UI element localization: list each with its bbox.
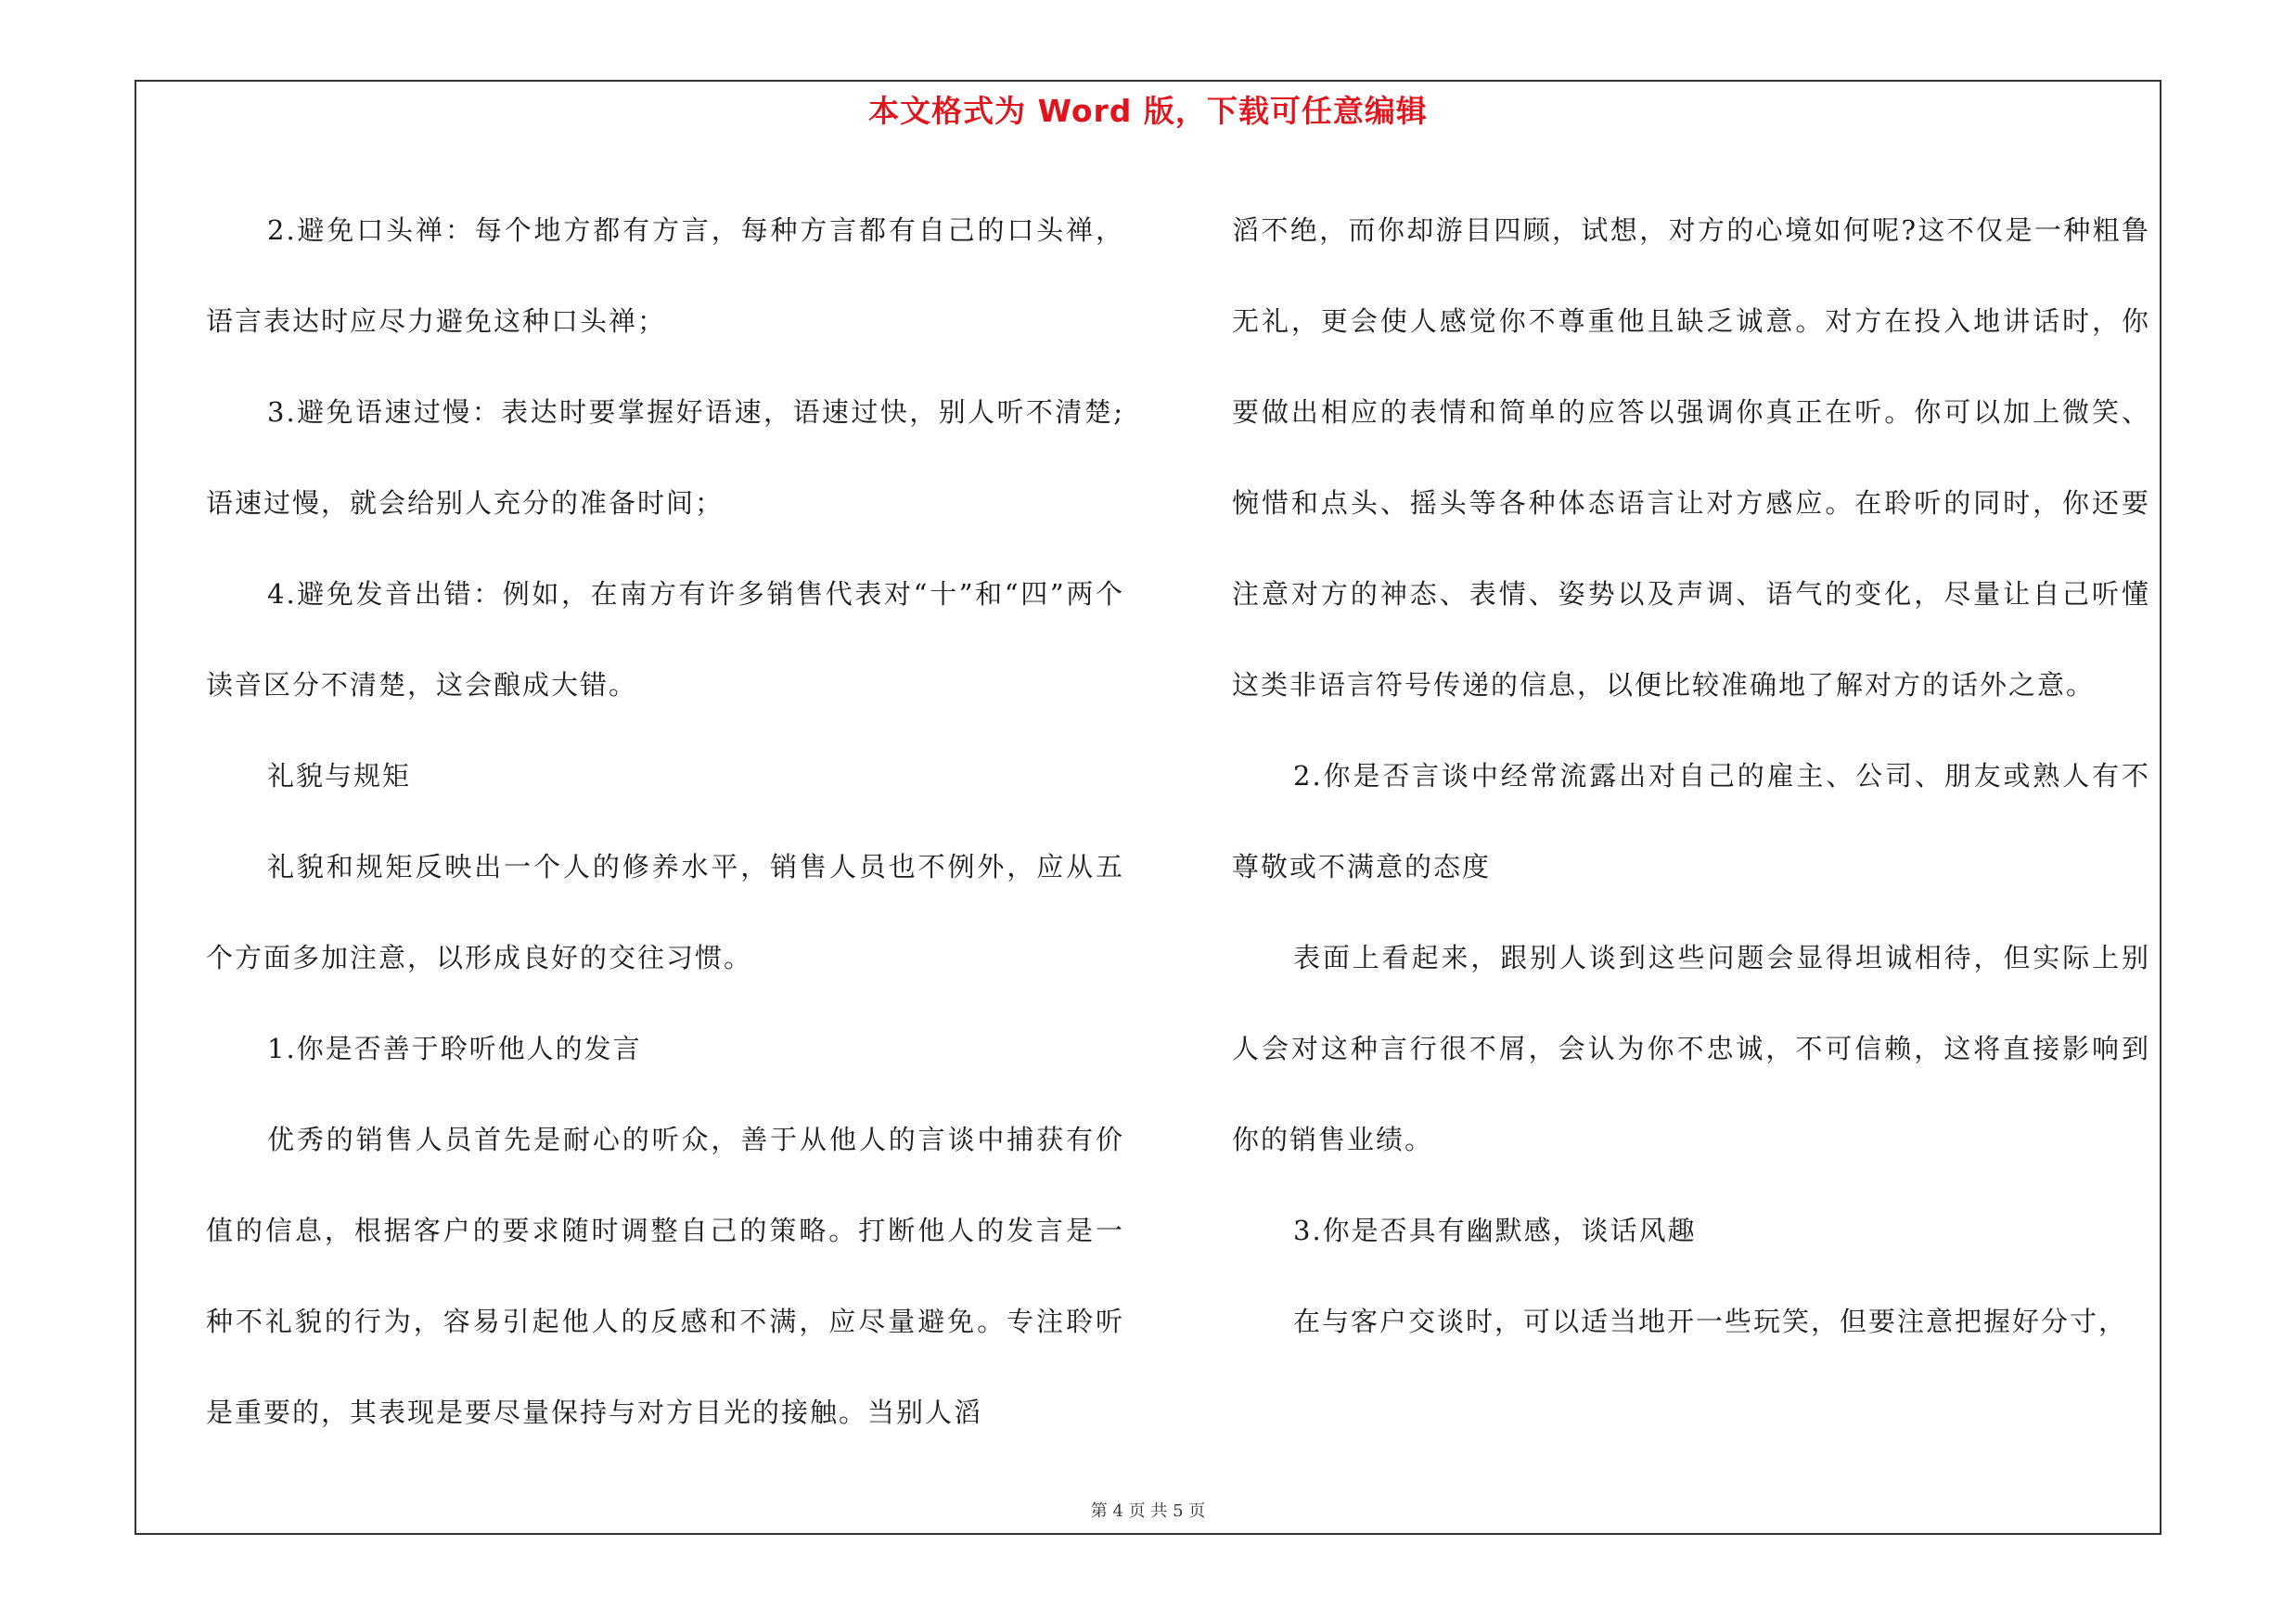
page-number: 第 4 页 共 5 页 bbox=[1090, 1501, 1206, 1521]
paragraph-continued: 滔不绝，而你却游目四顾，试想，对方的心境如何呢?这不仅是一种粗鲁无礼，更会使人感觉你不尊重他且缺乏诚意。对方在投入地讲话时，你要做出相应的表情和简单的应答以强调你真正在听。你可以加上微笑、惋惜和点头、摇头等各种体态语言让对方感应。在聆听的同时，你还要注意对方的神态、表情、姿势以及声调、语气的变化，尽量让自己听懂这类非语言符号传递的信息，以便比较准确地了解对方的话外之意。 bbox=[1232, 214, 2150, 701]
paragraph: 礼貌和规矩反映出一个人的修养水平，销售人员也不例外，应从五个方面多加注意，以形成良好的交往习惯。 bbox=[206, 851, 1124, 973]
paragraph: 表面上看起来，跟别人谈到这些问题会显得坦诚相待，但实际上别人会对这种言行很不屑，会认为你不忠诚，不可信赖，这将直接影响到你的销售业绩。 bbox=[1232, 942, 2150, 1155]
left-column bbox=[206, 185, 1124, 1458]
paragraph: 优秀的销售人员首先是耐心的听众，善于从他人的言谈中捕获有价值的信息，根据客户的要求随时调整自己的策略。打断他人的发言是一种不礼貌的行为，容易引起他人的反感和不满，应尽量避免。专注聆听是重要的，其表现是要尽量保持与对方目光的接触。当别人滔 bbox=[206, 1124, 1124, 1428]
section-heading: 礼貌与规矩 bbox=[267, 760, 412, 792]
header-banner: 本文格式为 Word 版，下载可任意编辑 bbox=[868, 93, 1428, 129]
right-column bbox=[1232, 185, 2150, 1367]
paragraph: 4.避免发音出错：例如，在南方有许多销售代表对“十”和“四”两个读音区分不清楚，这会酿成大错。 bbox=[206, 578, 1124, 701]
paragraph: 在与客户交谈时，可以适当地开一些玩笑，但要注意把握好分寸， bbox=[1293, 1306, 2128, 1337]
subsection-heading: 3.你是否具有幽默感，谈话风趣 bbox=[1293, 1215, 1697, 1246]
subsection-heading: 1.你是否善于聆听他人的发言 bbox=[267, 1033, 642, 1064]
subsection-heading: 2.你是否言谈中经常流露出对自己的雇主、公司、朋友或熟人有不尊敬或不满意的态度 bbox=[1232, 760, 2150, 882]
paragraph: 2.避免口头禅：每个地方都有方言，每种方言都有自己的口头禅，语言表达时应尽力避免这种口头禅； bbox=[206, 214, 1124, 337]
paragraph: 3.避免语速过慢：表达时要掌握好语速，语速过快，别人听不清楚;语速过慢，就会给别人充分的准备时间； bbox=[206, 396, 1124, 519]
